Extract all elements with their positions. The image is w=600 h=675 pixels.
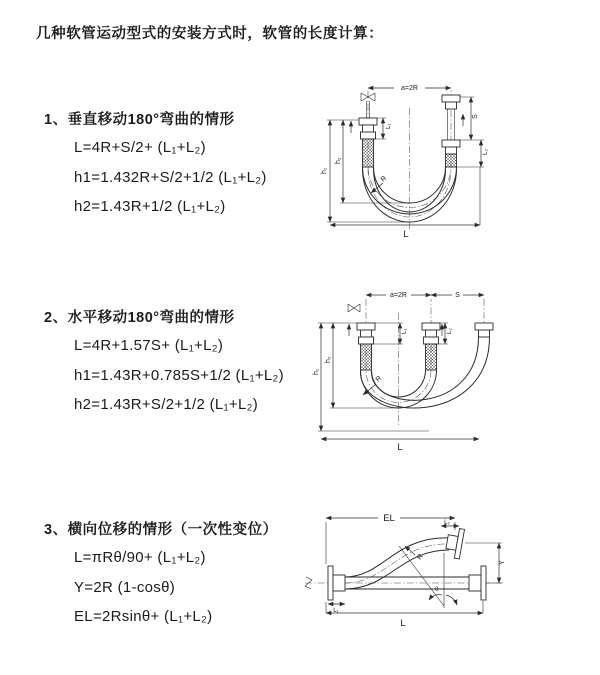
section-3	[44, 518, 278, 632]
diagram-vertical-180-bend	[313, 78, 588, 258]
dim-label-l1: L₁	[401, 328, 408, 334]
braided-section	[446, 154, 457, 167]
dim-label-l: L	[403, 229, 409, 240]
dim-label-r: R	[416, 552, 425, 562]
diagram-lateral-displacement	[303, 498, 593, 648]
formula-h1: h1=1.432R+S/2+1/2 (L₁+L₂)	[74, 168, 267, 186]
dim-label-h2: h₂	[325, 356, 332, 363]
dim-label-el: EL	[383, 513, 395, 524]
formula-L: L=πRθ/90+ (L₁+L₂)	[74, 549, 206, 566]
dim-label-h1: h₁	[321, 167, 328, 174]
dim-label-l1: L₁	[333, 607, 339, 614]
dim-label-r: R	[379, 174, 389, 184]
section-3-heading: 3、横向位移的情形（一次性变位）	[44, 522, 278, 538]
flange	[481, 566, 486, 600]
hose-fitting	[422, 323, 440, 330]
dim-label-theta: θ	[435, 586, 439, 593]
section-2-heading: 2、水平移动180°弯曲的情形	[44, 310, 235, 326]
formula-h1: h1=1.43R+0.785S+1/2 (L₁+L₂)	[74, 366, 284, 384]
dim-label-l2: L₂	[482, 149, 489, 155]
flange	[328, 566, 333, 600]
formula-h2: h2=1.43R+S/2+1/2 (L₁+L₂)	[74, 396, 259, 413]
section-2	[44, 306, 284, 420]
hose-fitting	[442, 95, 460, 102]
dim-label-l1: L₁	[385, 123, 392, 129]
diagram-horizontal-180-bend	[311, 283, 591, 453]
braided-section	[426, 344, 437, 370]
dim-label-y: Y	[499, 560, 506, 565]
formula-L: L=4R+1.57S+ (L₁+L₂)	[74, 337, 224, 354]
valve-icon	[348, 304, 360, 312]
page-title: 几种软管运动型式的安装方式时，软管的长度计算：	[36, 26, 384, 42]
hose-wall-moved	[345, 538, 449, 577]
formula-EL: EL=2Rsinθ+ (L₁+L₂)	[74, 608, 213, 625]
dim-label-h2: h₂	[335, 157, 342, 164]
flange-moved	[445, 527, 465, 559]
formula-Y: Y=2R (1-cosθ)	[74, 578, 176, 596]
dim-label-s: S	[455, 292, 460, 299]
braided-section	[363, 139, 374, 167]
dim-label-s: S	[472, 114, 479, 119]
dim-label-r: R	[374, 374, 384, 384]
dim-label-l2: L₂	[444, 519, 450, 526]
formula-L: L=4R+S/2+ (L₁+L₂)	[74, 139, 206, 156]
dim-label-h1: h₁	[313, 368, 320, 375]
hose-fitting	[359, 118, 377, 125]
hose-fitting-moved	[475, 323, 493, 330]
section-1-heading: 1、垂直移动180°弯曲的情形	[44, 112, 235, 128]
dim-label-a2r: a=2R	[390, 292, 407, 299]
section-1	[44, 108, 267, 222]
dim-label-l: L	[400, 618, 406, 629]
dim-label-l2: L₂	[446, 328, 453, 334]
dim-label-l: L	[397, 442, 403, 453]
dim-label-a2r: a=2R	[401, 85, 418, 92]
formula-h2: h2=1.43R+1/2 (L₁+L₂)	[74, 198, 226, 215]
hose-fitting	[357, 323, 375, 330]
braided-section	[361, 344, 372, 370]
